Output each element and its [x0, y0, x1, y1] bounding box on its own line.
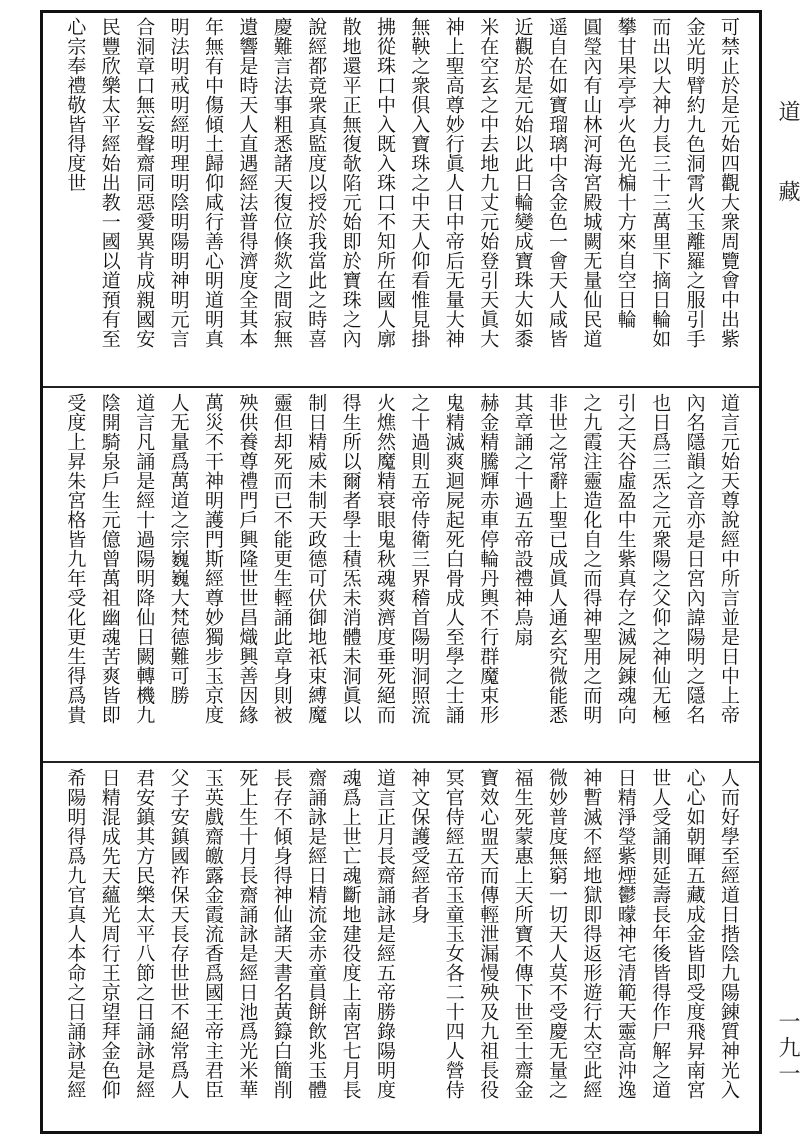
text-column-upper-14: 慶難言法事粗悉諸天復位倏欻之間寂無: [270, 17, 293, 349]
text-column-middle-4: 引之天谷虛盈中生紫真存之滅屍錬魂向: [614, 393, 637, 725]
text-column-upper-19: 民豐欣樂太平經始出教一國以道預有至: [98, 17, 121, 349]
text-column-lower-10: 神文保護受經者身: [408, 768, 431, 924]
text-column-middle-8: 赫金精騰輝赤車停輪丹輿不行群魔束形: [477, 393, 500, 725]
text-column-middle-20: 受度上昇朱宮格皆九年受化更生得爲貴: [64, 393, 87, 725]
canon-title: 道藏: [775, 100, 800, 260]
text-column-middle-7: 其章誦之十過五帝設禮神鳥扇: [511, 393, 534, 647]
text-column-upper-10: 無鞅之衆俱入寶珠之中天人仰看惟見掛: [408, 17, 431, 349]
text-column-lower-14: 長存不傾身得神仙諸天書名黃籙白簡削: [270, 768, 293, 1100]
page-frame: [40, 10, 762, 1134]
text-column-lower-9: 冥官侍經五帝玉童玉女各二十四人營侍: [442, 768, 465, 1100]
text-column-upper-11: 拂從珠口中入既入珠口不知所在國人廓: [373, 17, 396, 349]
text-column-lower-8: 寶效心盟天而傳輕泄漏慢殃及九祖長役: [477, 768, 500, 1100]
text-column-lower-1: 人而好學至經道日揩陰九陽錬質神光入: [717, 768, 740, 1100]
text-column-middle-18: 道言凡誦是經十過陽明降仙日闕轉機九: [133, 393, 156, 725]
text-column-lower-3: 世人受誦則延壽長年後皆得作尸解之道: [649, 768, 672, 1100]
text-column-middle-3: 也日爲三炁之元衆陽之父仰之神仙无極: [649, 393, 672, 725]
text-column-upper-18: 合洞章口無妄聲齋同惡愛異肯成親國安: [133, 17, 156, 349]
text-column-upper-15: 遺響是時天人直遇經法普得濟度全其本: [236, 17, 259, 349]
text-column-upper-6: 遥自在如寶瑠璃中含金色一會天人咸皆: [545, 17, 568, 349]
text-column-middle-15: 殃供養尊禮門戶興隆世世昌熾興善因緣: [236, 393, 259, 725]
text-column-middle-9: 鬼精滅爽迴屍起死白骨成人至學之士誦: [442, 393, 465, 725]
text-column-upper-1: 可禁止於是元始四觀大衆周覽會中出紫: [717, 17, 740, 349]
text-column-upper-20: 心宗奉禮敬皆得度世: [64, 17, 87, 193]
text-column-lower-6: 微妙普度無窮一切天人莫不受慶无量之: [545, 768, 568, 1100]
text-column-middle-11: 火燋然魔精衰眼鬼秋魂爽濟度垂死絕而: [373, 393, 396, 725]
page-number: 一九一: [775, 1010, 800, 1088]
text-column-lower-12: 魂爲上世亡魂斷地建役度上南宮七月長: [339, 768, 362, 1100]
text-column-lower-7: 福生死蒙惠上天所寶不傳下世至士齋金: [511, 768, 534, 1100]
text-column-upper-17: 明法明戒明經明理明陰明陽明神明元言: [167, 17, 190, 349]
text-column-lower-13: 齋誦詠是經日精流金赤童員餅飲兆玉體: [305, 768, 328, 1100]
panel-divider: [43, 761, 759, 763]
text-panel-lower: [46, 764, 756, 1132]
text-panel-middle: [46, 389, 756, 761]
text-column-upper-13: 說經都竟衆真監度以授於我當此之時喜: [305, 17, 328, 349]
text-column-upper-8: 米在空玄之中去地九丈元始登引天眞大: [477, 17, 500, 349]
panel-divider: [43, 386, 759, 388]
text-column-lower-18: 君安鎮其方民樂太平八節之日誦詠是經: [133, 768, 156, 1100]
text-column-lower-15: 死上生十月長齋誦詠是經日池爲光米華: [236, 768, 259, 1100]
text-column-middle-16: 萬災不干神明護門斯經尊妙獨步玉京度: [201, 393, 224, 725]
text-column-middle-14: 靈但却死而已不能更生輕誦此章身則被: [270, 393, 293, 725]
text-column-upper-12: 散地還平正無復欹陷元始即於寶珠之內: [339, 17, 362, 349]
text-column-middle-2: 內名隱韻之音亦是日宮內諱陽明之隱名: [683, 393, 706, 725]
text-column-middle-1: 道言元始天尊說經中所言並是日中上帝: [717, 393, 740, 725]
text-column-middle-19: 陰開騎泉戶生元億曾萬祖幽魂苦爽皆即: [98, 393, 121, 725]
text-column-lower-17: 父子安鎮國祚保天長存世世不絕常爲人: [167, 768, 190, 1100]
text-column-middle-10: 之十過則五帝侍衛三界稽首陽明洞照流: [408, 393, 431, 725]
text-column-upper-2: 金光明臂約九色洞霄火玉離羅之服引手: [683, 17, 706, 349]
text-column-lower-2: 心心如朝暉五藏成金皆即受度飛昇南宮: [683, 768, 706, 1100]
text-column-middle-13: 制日精威未制天政德可伏御地祇束縛魔: [305, 393, 328, 725]
text-column-upper-9: 神上聖高尊妙行眞人日中帝后无量大神: [442, 17, 465, 349]
text-column-upper-4: 攀甘果亭亭火色光楄十方來自空日輪: [614, 17, 637, 329]
text-column-lower-5: 神暫滅不經地獄即得返形遊行太空此經: [580, 768, 603, 1100]
text-column-upper-16: 年無有中傷傾土歸仰咸行善心明道明真: [201, 17, 224, 349]
text-column-lower-20: 希陽明得爲九官真人本命之日誦詠是經: [64, 768, 87, 1100]
text-panel-upper: [46, 13, 756, 386]
text-column-middle-6: 非世之常辭上聖已成眞人通玄究微能悉: [545, 393, 568, 725]
text-column-upper-3: 而出以大神力長三十三萬里下摘日輪如: [649, 17, 672, 349]
text-column-lower-19: 日精混成先天蘊光周行王京望拜金色仰: [98, 768, 121, 1100]
text-column-lower-4: 日精淨瑩紫煙鬱曚神宅清範天靈高沖逸: [614, 768, 637, 1100]
text-column-middle-17: 人无量爲萬道之宗巍巍大梵德難可勝: [167, 393, 190, 705]
text-column-upper-7: 近觀於是元始以此日輪變成寶珠大如黍: [511, 17, 534, 349]
text-column-lower-11: 道言正月長齋誦詠是經五帝勝錄陽明度: [373, 768, 396, 1100]
text-column-middle-5: 之九霞注靈造化自之而得神聖用之而明: [580, 393, 603, 725]
text-column-upper-5: 圓瑩內有山林河海宮殿城闕无量仙民道: [580, 17, 603, 349]
text-column-lower-16: 玉英戲齋皦露金霞流香爲國王帝主君臣: [201, 768, 224, 1100]
text-column-middle-12: 得生所以爾者學士積炁未消體未洞眞以: [339, 393, 362, 725]
